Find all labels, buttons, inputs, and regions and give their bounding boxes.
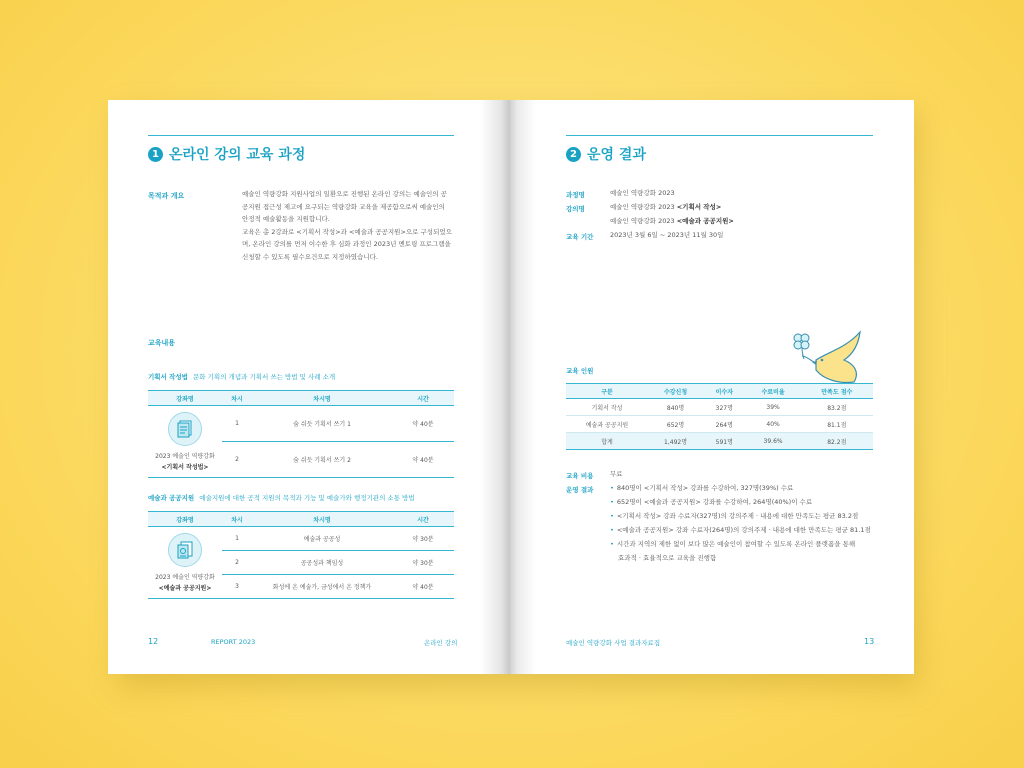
purpose-line: 안정적 예술활동을 지원합니다.: [242, 215, 330, 223]
session-time: 약 30분: [392, 527, 454, 551]
course1-title: 기획서 작성법: [148, 373, 188, 381]
course2-table: [148, 511, 454, 599]
footer-title: 예술인 역량강화 사업 결과자료집: [566, 639, 661, 647]
cost-value: 무료: [610, 470, 623, 478]
session-time: 약 40분: [392, 575, 454, 599]
page-number: 12: [148, 637, 159, 646]
session-time: 약 40분: [392, 406, 454, 442]
session-no: 3: [222, 575, 252, 599]
lecture-label: 강의명: [566, 205, 585, 213]
header-cell: 만족도 점수: [801, 384, 873, 399]
header-cell: 차시: [222, 391, 252, 406]
table-row: [148, 406, 454, 442]
row-rate: 39.6%: [746, 433, 801, 450]
row-done: 264명: [703, 416, 745, 433]
course1-name-line1: 2023 예술인 역량강화: [155, 453, 215, 460]
list-item-continuation: 효과적 · 효율적으로 교육을 진행함: [618, 554, 717, 562]
list-item: • 시간과 지역의 제한 없이 보다 많은 예술인이 참여할 수 있도록 온라인 플랫폼을 통해: [610, 540, 856, 548]
certificate-icon: [168, 533, 202, 567]
header-cell: 수강신청: [648, 384, 703, 399]
table-header: [148, 391, 454, 406]
people-label: 교육 인원: [566, 367, 594, 375]
table-row: [566, 416, 873, 433]
list-item: • 840명이 <기획서 작성> 강좌를 수강하여, 327명(39%) 수료: [610, 484, 794, 492]
session-time: 약 30분: [392, 551, 454, 575]
row-score: 83.2점: [801, 399, 873, 416]
bird-illustration: [788, 326, 878, 386]
purpose-text: [242, 188, 457, 263]
row-rate: 40%: [746, 416, 801, 433]
session-title: 숨 쉬듯 기획서 쓰기 1: [252, 406, 392, 442]
section-number: 1: [148, 147, 163, 162]
purpose-line: 신청할 수 있도록 필수요건으로 지정하였습니다.: [242, 252, 378, 261]
period-value: 2023년 3월 6일 ~ 2023년 11월 30일: [610, 231, 724, 239]
course2-name-line1: 2023 예술인 역량강화: [155, 574, 215, 581]
header-cell: 이수자: [703, 384, 745, 399]
list-item: • <기획서 작성> 강좌 수료자(327명)의 강의주제 · 내용에 대한 만족도는 평균 83.2점: [610, 512, 859, 520]
course1-name-cell: [148, 406, 222, 478]
purpose-line: 며, 온라인 강의를 먼저 이수한 후 심화 과정인 2023년 멘토링 프로그램을: [242, 240, 451, 248]
row-apply: 652명: [648, 416, 703, 433]
header-cell: 수료비율: [746, 384, 801, 399]
section-title-text: 온라인 강의 교육 과정: [169, 147, 306, 163]
gutter-shadow: [510, 100, 536, 674]
header-cell: 강좌명: [148, 512, 222, 527]
table-row: [148, 527, 454, 551]
session-no: 2: [222, 551, 252, 575]
course1-table: [148, 390, 454, 478]
section-title: [566, 144, 646, 164]
result-text: 840명이 <기획서 작성> 강좌를 수강하여, 327명(39%) 수료: [616, 484, 794, 492]
row-score: 82.2점: [801, 433, 873, 450]
lecture-1: [610, 201, 721, 214]
gutter-shadow: [480, 100, 510, 674]
course1-name-line2: <기획서 작성법>: [161, 464, 209, 471]
result-text: <기획서 작성> 강좌 수료자(327명)의 강의주제 · 내용에 대한 만족도는 평균 83.2점: [616, 512, 859, 520]
table-total-row: [566, 433, 873, 450]
period-label: 교육 기간: [566, 233, 594, 241]
result-list: [610, 481, 880, 565]
row-rate: 39%: [746, 399, 801, 416]
header-cell: 차시: [222, 512, 252, 527]
header-cell: 시간: [392, 391, 454, 406]
session-no: 2: [222, 442, 252, 478]
section-title: [148, 144, 305, 164]
list-item: • 652명이 <예술과 공공지원> 강좌를 수강하여, 264명(40%)이 수료: [610, 498, 813, 506]
document-icon: [168, 412, 202, 446]
session-time: 약 40분: [392, 442, 454, 478]
result-text: 시간과 지역의 제한 없이 보다 많은 예술인이 참여할 수 있도록 온라인 플랫폼을 통해: [616, 540, 856, 548]
row-name: 기획서 작성: [566, 399, 648, 416]
lecture-prefix: 예술인 역량강화 2023: [610, 203, 675, 211]
cost-label: 교육 비용: [566, 472, 594, 480]
section-number: 2: [566, 147, 581, 162]
list-item: • <예술과 공공지원> 강좌 수료자(264명)의 강의주제 · 내용에 대한 만족도는 평균 81.1점: [610, 526, 871, 534]
footer-section: 온라인 강의: [424, 639, 458, 647]
purpose-line: 예술인 역량강화 지원사업의 일환으로 진행된 온라인 강의는 예술인의 공: [242, 190, 447, 198]
lecture-name: <기획서 작성>: [676, 203, 722, 211]
top-rule: [566, 135, 873, 136]
people-table: [566, 383, 873, 450]
header-cell: 구분: [566, 384, 648, 399]
row-name: 합계: [566, 433, 648, 450]
right-page: [510, 100, 914, 674]
row-done: 591명: [703, 433, 745, 450]
purpose-line: 교육은 총 2강좌로 <기획서 작성>과 <예술과 공공지원>으로 구성되었으: [242, 227, 452, 236]
header-cell: 차시명: [252, 391, 392, 406]
course2-title: 예술과 공공지원: [148, 494, 195, 502]
session-title: 숨 쉬듯 기획서 쓰기 2: [252, 442, 392, 478]
session-title: 예술과 공공성: [252, 527, 392, 551]
result-text: 652명이 <예술과 공공지원> 강좌를 수강하여, 264명(40%)이 수료: [616, 498, 813, 506]
row-name: 예술과 공공지원: [566, 416, 648, 433]
course2-name-line2: <예술과 공공지원>: [158, 585, 212, 592]
row-apply: 840명: [648, 399, 703, 416]
content-label: 교육내용: [148, 339, 176, 347]
table-header: [148, 512, 454, 527]
section-title-text: 운영 결과: [587, 147, 646, 163]
purpose-line: 공지원 접근성 제고에 요구되는 역량강화 교육을 제공함으로써 예술인의: [242, 202, 445, 211]
lecture-prefix: 예술인 역량강화 2023: [610, 217, 675, 225]
row-apply: 1,492명: [648, 433, 703, 450]
top-rule: [148, 135, 454, 136]
table-row: [566, 399, 873, 416]
header-cell: 차시명: [252, 512, 392, 527]
course1-desc: 문화 기획의 개념과 기획서 쓰는 방법 및 사례 소개: [193, 373, 336, 381]
result-text: <예술과 공공지원> 강좌 수료자(264명)의 강의주제 · 내용에 대한 만족도는 평균 81.1점: [616, 526, 871, 534]
session-no: 1: [222, 406, 252, 442]
page-number: 13: [864, 637, 875, 646]
session-title: 화성에 온 예술가, 금성에서 온 정책가: [252, 575, 392, 599]
session-title: 공공성과 책임성: [252, 551, 392, 575]
table-header: [566, 384, 873, 399]
lecture-2: [610, 215, 734, 228]
course-value: 예술인 역량강화 2023: [610, 189, 675, 197]
footer-report: REPORT 2023: [211, 638, 256, 646]
lecture-name: <예술과 공공지원>: [676, 217, 734, 225]
row-score: 81.1점: [801, 416, 873, 433]
purpose-label: 목적과 개요: [148, 192, 185, 200]
left-page: [108, 100, 510, 674]
course-label: 과정명: [566, 191, 585, 199]
course2-name-cell: [148, 527, 222, 599]
course2-heading: [148, 493, 415, 502]
result-label: 운영 결과: [566, 486, 594, 494]
course1-heading: [148, 372, 335, 381]
header-cell: 강좌명: [148, 391, 222, 406]
course2-desc: 예술지원에 대한 공적 지원의 목적과 기능 및 예술가와 행정기관의 소통 방법: [199, 494, 415, 502]
row-done: 327명: [703, 399, 745, 416]
header-cell: 시간: [392, 512, 454, 527]
session-no: 1: [222, 527, 252, 551]
